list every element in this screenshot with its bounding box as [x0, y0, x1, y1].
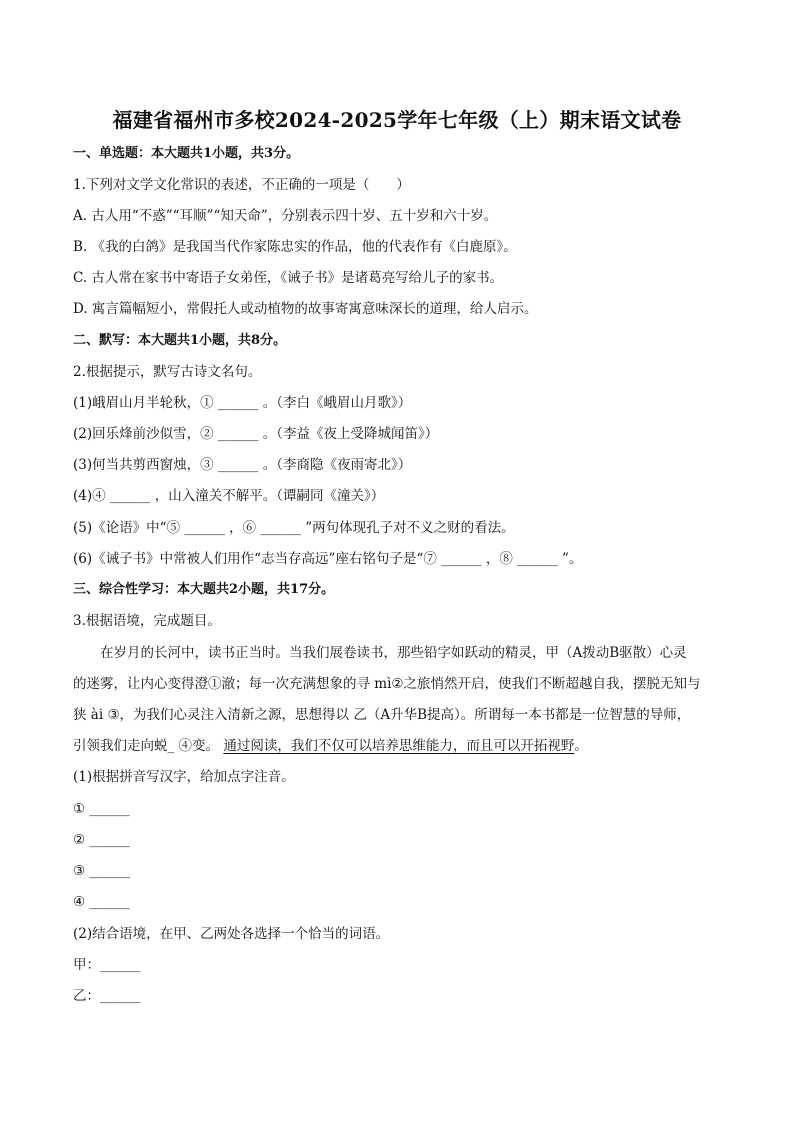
question-3-sub-1-stem: (1)根据拼音写汉字，给加点字注音。	[73, 769, 295, 785]
question-1-option-b: B. 《我的白鸽》是我国当代作家陈忠实的作品，他的代表作有《白鹿原》。	[73, 239, 517, 255]
answer-blank-2: ② ______	[73, 832, 130, 848]
question-2-item-2: (2)回乐烽前沙似雪，② ______ 。（李益《夜上受降城闻笛》）	[73, 426, 439, 442]
question-1-option-a: A. 古人用“不惑”“耳顺”“知天命”，分别表示四十岁、五十岁和六十岁。	[73, 208, 498, 224]
question-2-stem: 2.根据提示，默写古诗文名句。	[73, 364, 262, 380]
passage-line-4	[73, 736, 588, 756]
section-header-single-choice: 一、单选题：本大题共1小题，共3分。	[73, 146, 300, 161]
answer-blank-1: ① ______	[73, 801, 130, 817]
passage-underlined-sentence: 通过阅读，我们不仅可以培养思维能力，而且可以开拓视野	[223, 738, 575, 754]
question-3-stem: 3.根据语境，完成题目。	[73, 613, 221, 629]
question-2-item-1: (1)峨眉山月半轮秋，① ______ 。（李白《峨眉山月歌》）	[73, 395, 412, 411]
question-1-option-d: D. 寓言篇幅短小，常假托人或动植物的故事寄寓意味深长的道理，给人启示。	[73, 301, 538, 317]
answer-blank-4: ④ ______	[73, 894, 130, 910]
answer-blank-3: ③ ______	[73, 863, 130, 879]
question-3-sub-2-stem: (2)结合语境，在甲、乙两处各选择一个恰当的词语。	[73, 926, 390, 942]
passage-line-2: 的迷雾，让内心变得澄①澈；每一次充满想象的寻 mì②之旅悄然开启，使我们不断超越自我，摆脱无知与	[73, 676, 701, 692]
question-2-item-3: (3)何当共剪西窗烛，③ ______ 。（李商隐《夜雨寄北》）	[73, 457, 412, 473]
question-1-stem: 1.下列对文学文化常识的表述，不正确的一项是（ ）	[73, 177, 410, 193]
passage-line-4-end: 。	[574, 738, 588, 754]
exam-title: 福建省福州市多校2024-2025学年七年级（上）期末语文试卷	[112, 108, 682, 132]
passage-line-3: 狭 ài ③，为我们心灵注入清新之源，思想得以 乙（A升华B提高）。所谓每一本书都是一位智慧的导师，	[73, 707, 691, 723]
question-2-item-6: (6)《诫子书》中常被人们用作“志当存高远”座右铭句子是“⑦ ______ ，⑧ ______ ”。	[73, 551, 583, 567]
answer-blank-jia: 甲：______	[73, 957, 141, 973]
passage-line-4-text: 引领我们走向蜕_ ④变。	[73, 738, 224, 754]
section-header-dictation: 二、默写：本大题共1小题，共8分。	[73, 333, 287, 348]
answer-blank-yi: 乙：______	[73, 988, 141, 1004]
section-header-comprehensive: 三、综合性学习：本大题共2小题，共17分。	[73, 582, 335, 597]
question-2-item-4: (4)④ ______ ，山入潼关不解平。（谭嗣同《潼关》）	[73, 488, 385, 504]
question-1-option-c: C. 古人常在家书中寄语子女弟侄，《诫子书》是诸葛亮写给儿子的家书。	[73, 270, 504, 286]
passage-line-1: 在岁月的长河中，读书正当时。当我们展卷读书，那些铅字如跃动的精灵，甲（A拨动B驱散）心灵	[100, 645, 687, 661]
question-2-item-5: (5)《论语》中“⑤ ______ ，⑥ ______ ”两句体现孔子对不义之财的看法。	[73, 520, 515, 536]
